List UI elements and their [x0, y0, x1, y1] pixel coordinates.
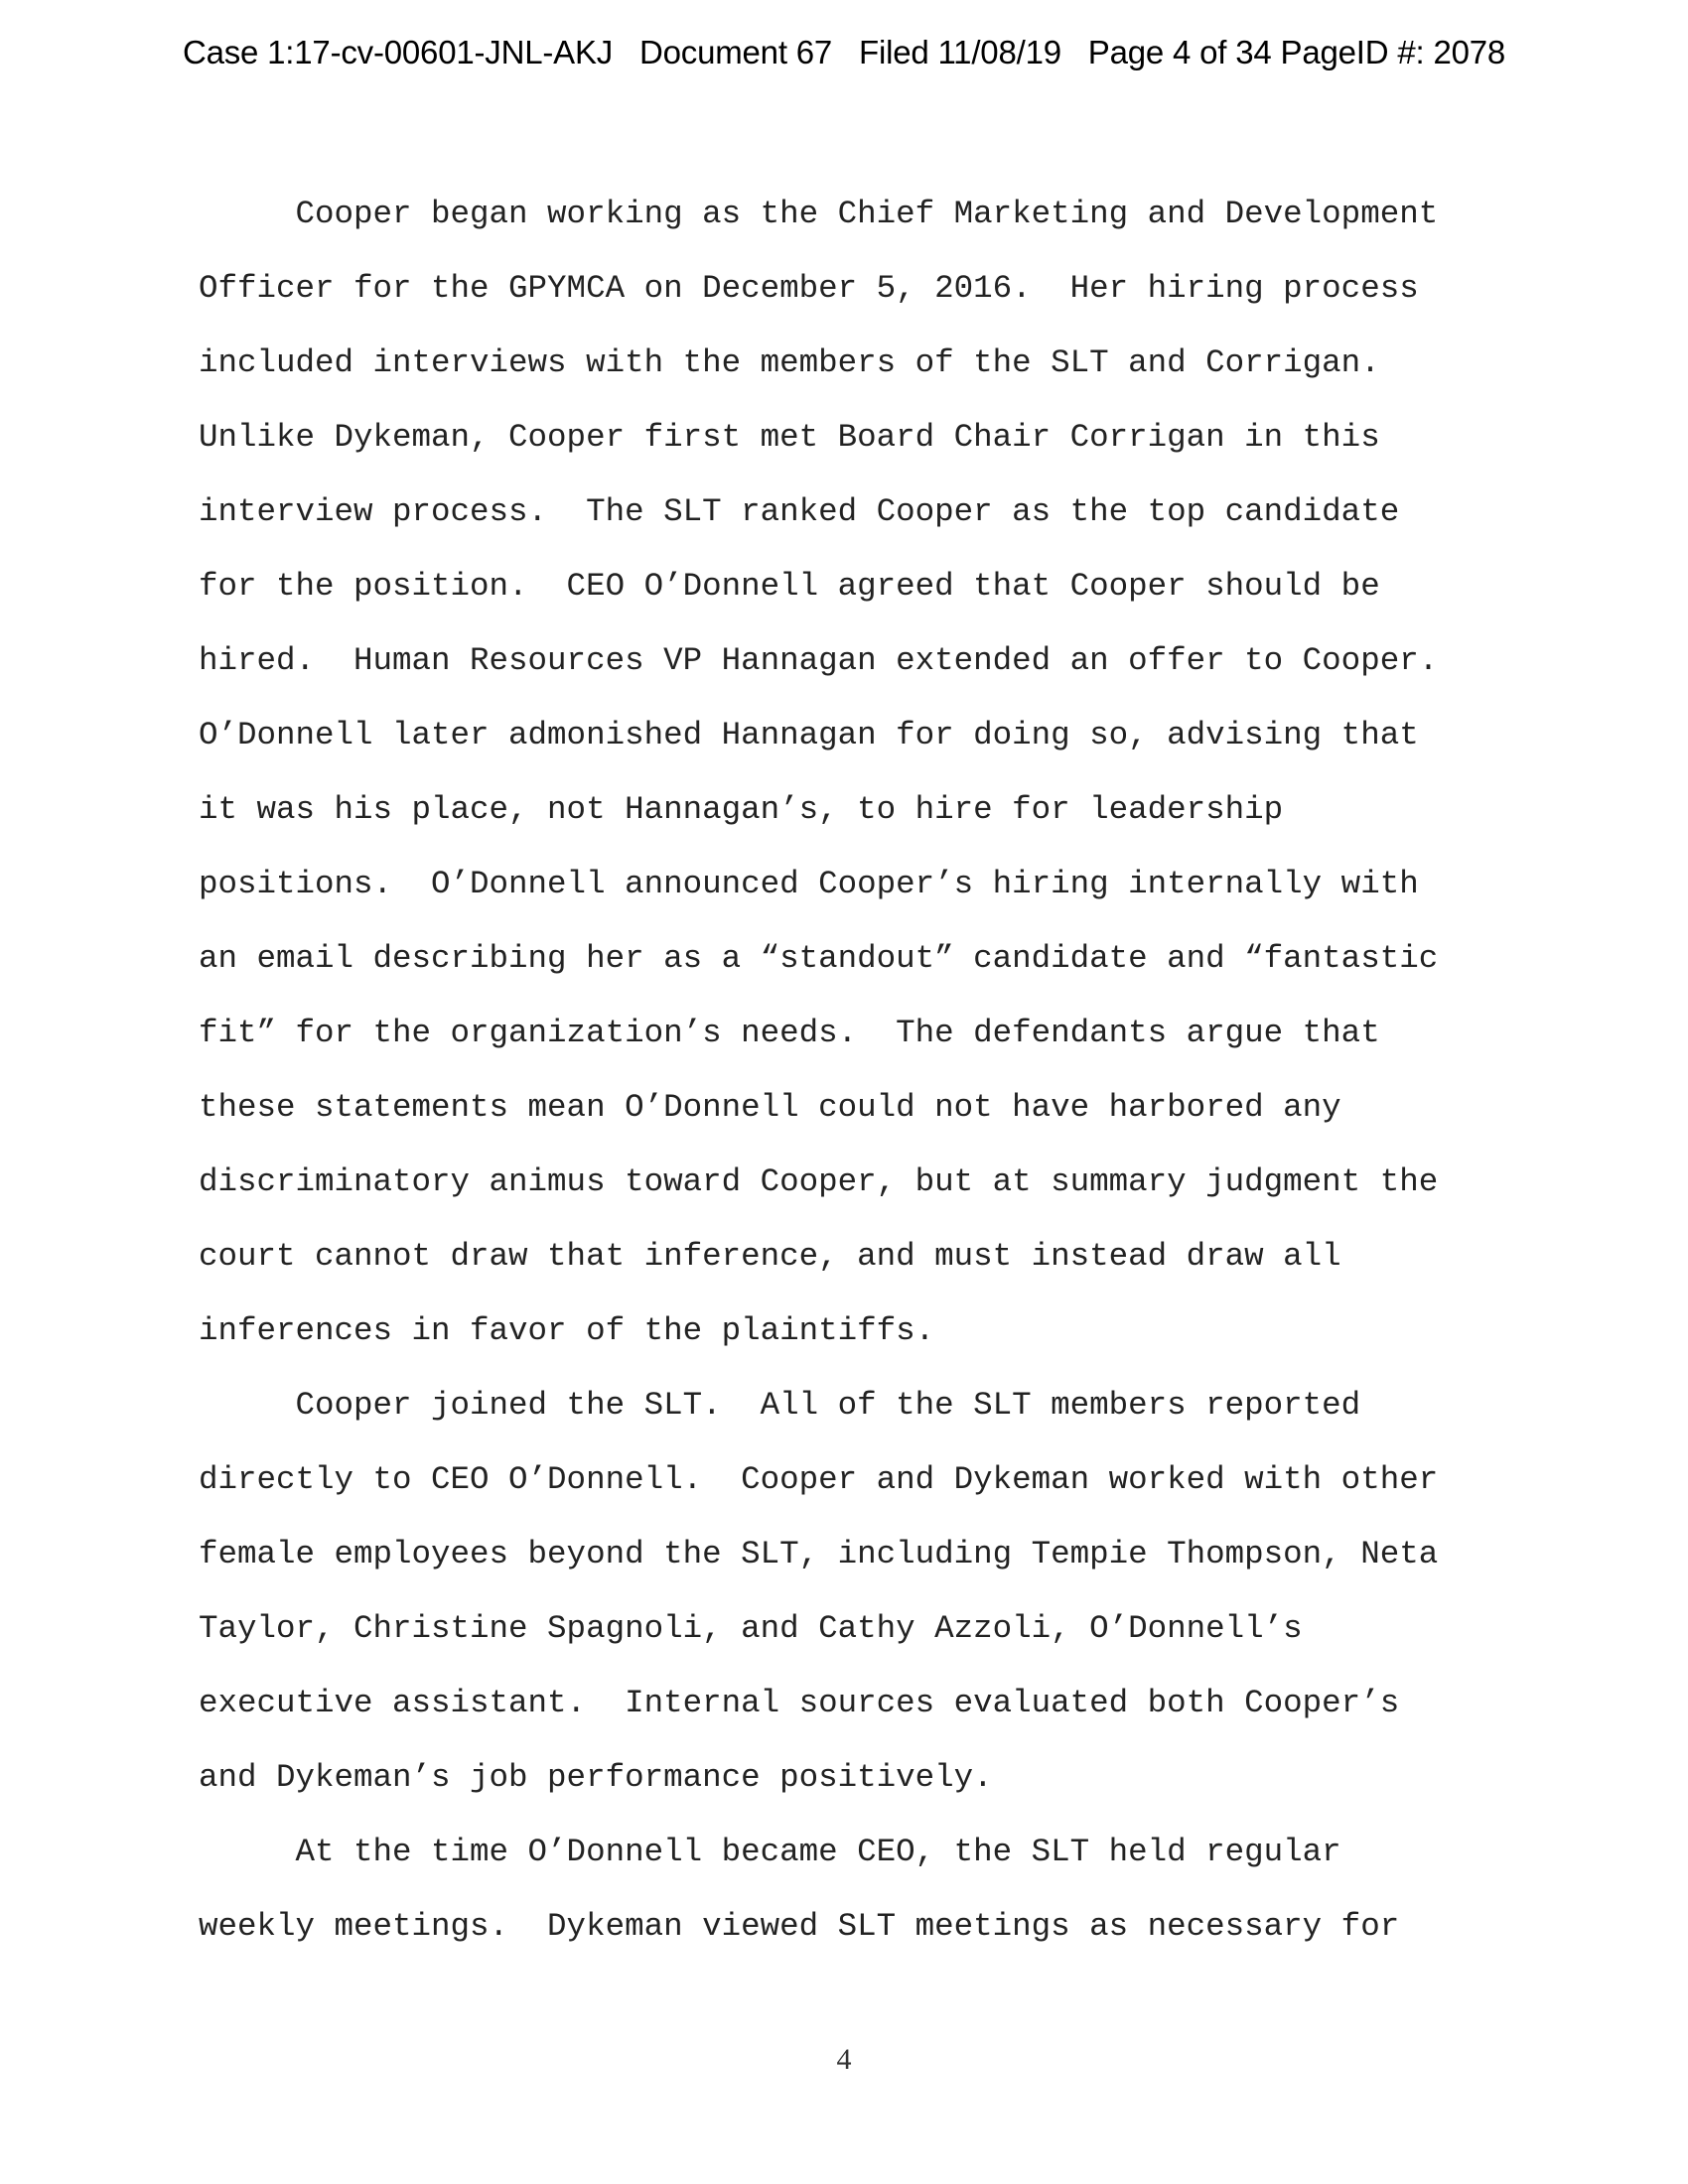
text-line: these statements mean O’Donnell could not have harbored any	[199, 1089, 1341, 1126]
text-line: an email describing her as a “standout” candidate and “fantastic	[199, 940, 1439, 977]
text-line: positions. O’Donnell announced Cooper’s hiring internally with	[199, 866, 1419, 902]
text-line: included interviews with the members of the SLT and Corrigan.	[199, 344, 1380, 381]
text-line: Cooper joined the SLT. All of the SLT members reported	[199, 1387, 1361, 1424]
page-number: 4	[836, 2043, 852, 2076]
text-line: Cooper began working as the Chief Marketing and Development	[199, 196, 1439, 232]
text-line: for the position. CEO O’Donnell agreed that Cooper should be	[199, 568, 1380, 605]
text-line: directly to CEO O’Donnell. Cooper and Dykeman worked with other	[199, 1461, 1439, 1498]
text-line: interview process. The SLT ranked Cooper as the top candidate	[199, 493, 1400, 530]
text-line: court cannot draw that inference, and must instead draw all	[199, 1238, 1341, 1275]
case-header: Case 1:17-cv-00601-JNL-AKJ Document 67 Filed 11/08/19 Page 4 of 34 PageID #: 2078	[182, 34, 1506, 70]
text-line: inferences in favor of the plaintiffs.	[199, 1312, 935, 1349]
text-line: it was his place, not Hannagan’s, to hire for leadership	[199, 791, 1284, 828]
text-line: female employees beyond the SLT, including Tempie Thompson, Neta	[199, 1536, 1439, 1572]
text-line: At the time O’Donnell became CEO, the SLT held regular	[199, 1834, 1341, 1870]
text-line: executive assistant. Internal sources evaluated both Cooper’s	[199, 1685, 1400, 1721]
text-line: Taylor, Christine Spagnoli, and Cathy Azzoli, O’Donnell’s	[199, 1610, 1303, 1647]
text-line: weekly meetings. Dykeman viewed SLT meetings as necessary for	[199, 1908, 1400, 1945]
text-line: discriminatory animus toward Cooper, but at summary judgment the	[199, 1163, 1439, 1200]
text-line: O’Donnell later admonished Hannagan for doing so, advising that	[199, 717, 1419, 753]
text-line: fit” for the organization’s needs. The defendants argue that	[199, 1015, 1380, 1051]
text-line: and Dykeman’s job performance positively.	[199, 1759, 993, 1796]
text-line: Unlike Dykeman, Cooper first met Board Chair Corrigan in this	[199, 419, 1380, 456]
text-line: Officer for the GPYMCA on December 5, 2016. Her hiring process	[199, 270, 1419, 307]
text-line: hired. Human Resources VP Hannagan extended an offer to Cooper.	[199, 642, 1439, 679]
